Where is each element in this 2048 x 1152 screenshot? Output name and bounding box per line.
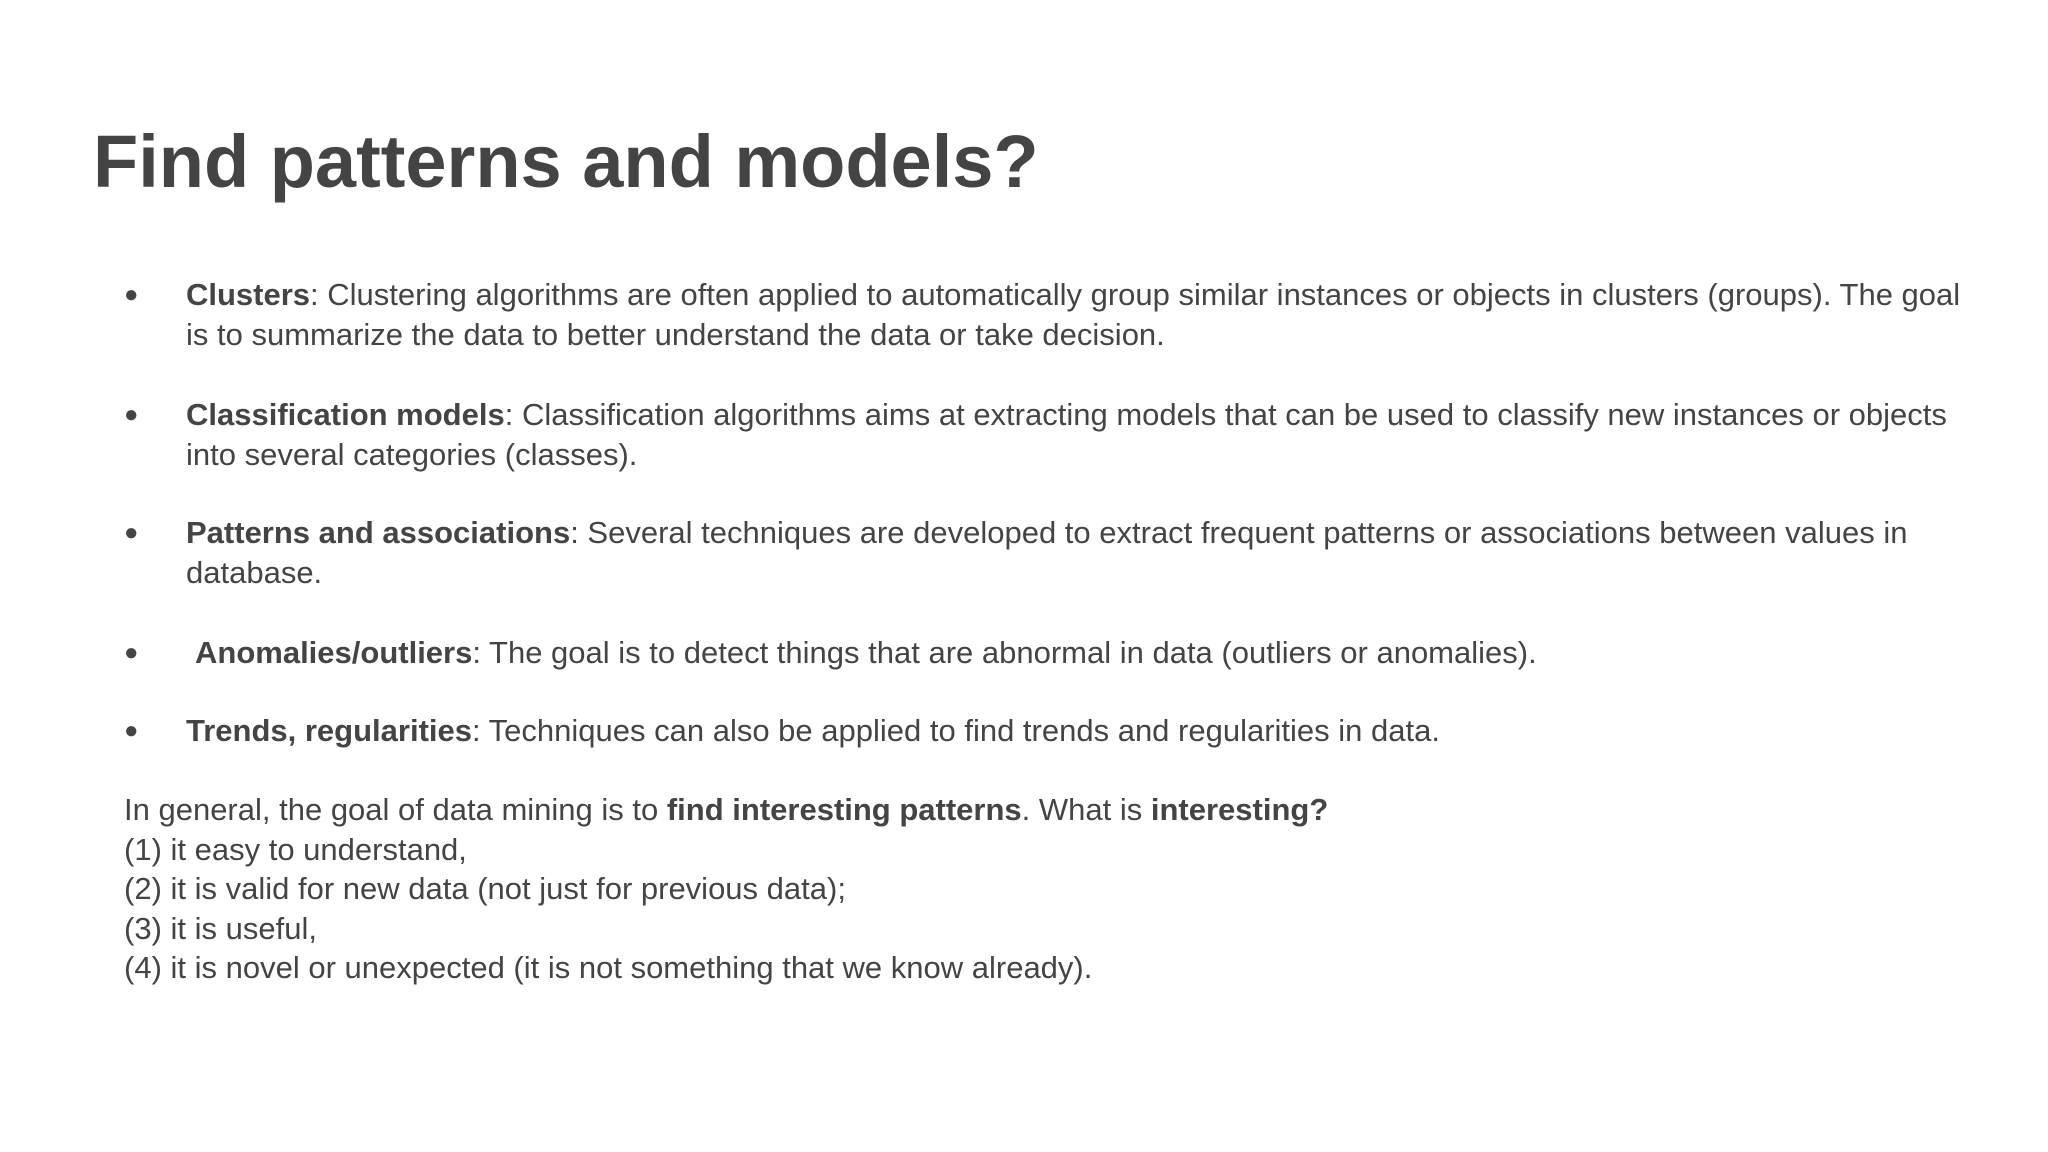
bullet-term: Anomalies/outliers — [195, 635, 473, 670]
general-intro-text: In general, the goal of data mining is to — [124, 792, 667, 827]
bullet-item-anomalies-outliers — [124, 633, 1984, 673]
bullet-dot-icon: ● — [124, 281, 139, 308]
bullet-dot-icon: ● — [124, 639, 139, 666]
bullet-description: : Several techniques are developed to extract frequent patterns or associations between values in database. — [186, 515, 1908, 590]
bullet-term: Trends, regularities — [186, 713, 472, 748]
criterion-line-4: (4) it is novel or unexpected (it is not something that we know already). — [124, 950, 1093, 985]
bullet-item-trends-regularities — [124, 711, 1984, 751]
bullet-term: Patterns and associations — [186, 515, 571, 550]
general-emphasis-patterns: find interesting patterns — [666, 792, 1022, 827]
criterion-line-2: (2) it is valid for new data (not just for previous data); — [124, 871, 846, 906]
bullet-dot-icon: ● — [124, 717, 139, 744]
bullet-dot-icon: ● — [124, 519, 139, 546]
general-middle-text: . What is — [1021, 792, 1151, 827]
slide-title: Find patterns and models? — [93, 120, 1039, 203]
bullet-dot-icon: ● — [124, 401, 139, 428]
bullet-item-clusters — [124, 275, 1984, 355]
general-intro-line — [124, 790, 1984, 830]
bullet-description: : Classification algorithms aims at extracting models that can be used to classify new instances or objects into several categories (classes). — [186, 397, 1947, 472]
criterion-line-1: (1) it easy to understand, — [124, 831, 467, 867]
bullet-term: Classification models — [186, 397, 505, 432]
bullet-description: : Clustering algorithms are often applied to automatically group similar instances or objects in clusters (groups). The goal is to summarize the data to better understand the data or take decision. — [186, 277, 1961, 352]
bullet-item-classification-models — [124, 395, 1984, 475]
criterion-line-3: (3) it is useful, — [124, 910, 317, 946]
bullet-description: : Techniques can also be applied to find trends and regularities in data. — [472, 713, 1440, 748]
bullet-term: Clusters — [186, 277, 311, 312]
bullet-list — [124, 275, 1984, 751]
bullet-item-patterns-associations — [124, 513, 1984, 593]
bullet-description: : The goal is to detect things that are abnormal in data (outliers or anomalies). — [472, 635, 1537, 670]
general-paragraph — [124, 790, 1984, 988]
general-emphasis-interesting: interesting? — [1150, 792, 1329, 827]
